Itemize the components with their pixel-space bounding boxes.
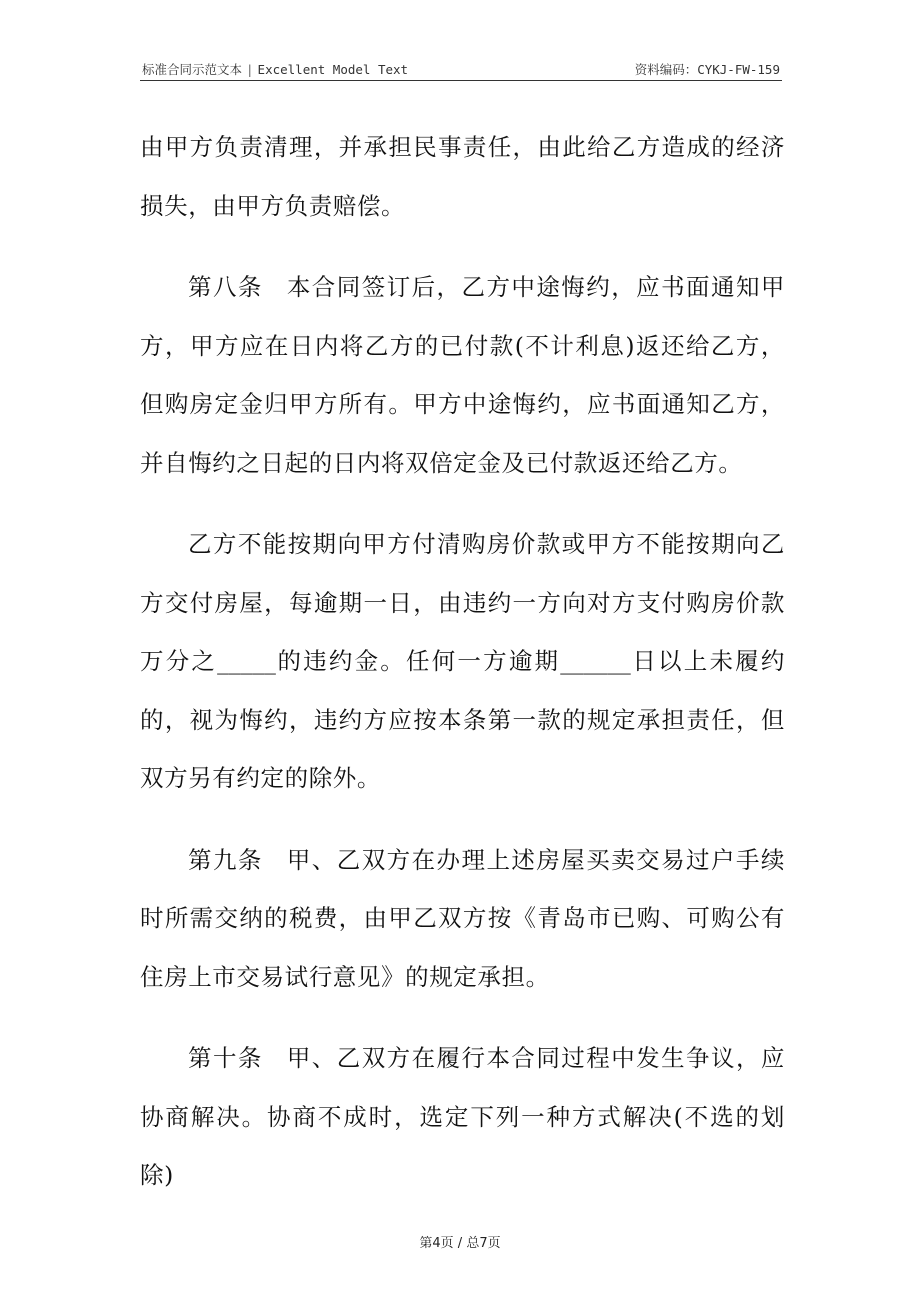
page-number: 第4页 / 总7页 [419, 1236, 501, 1251]
header-title-en: Excellent Model Text [257, 62, 409, 77]
paragraph-article-10 [140, 1029, 785, 1205]
paragraph-text: 乙方不能按期向甲方付清购房价款或甲方不能按期向乙方交付房屋，每逾期一日，由违约一方向对方支付购房价款万分之 [140, 530, 785, 675]
header-separator: | [246, 62, 254, 77]
header-doc-code: 资料编码：CYKJ-FW-159 [634, 62, 780, 77]
paragraph-article-9 [140, 831, 785, 1007]
paragraph [140, 515, 785, 808]
paragraph: 由甲方负责清理，并承担民事责任，由此给乙方造成的经济损失，由甲方负责赔偿。 [140, 133, 785, 220]
paragraph-text: 日以上未履约的，视为悔约，违约方应按本条第一款的规定承担责任，但双方另有约定的除外。 [140, 647, 785, 792]
page-header [140, 62, 782, 81]
document-body [140, 118, 785, 1205]
fill-in-blank: ______ [560, 647, 631, 675]
article-text: 甲、乙双方在办理上述房屋买卖交易过户手续时所需交纳的税费，由甲乙双方按《青岛市已购、可购公有住房上市交易试行意见》的规定承担。 [140, 845, 785, 991]
paragraph-article-8 [140, 258, 785, 492]
page-footer [0, 1232, 920, 1251]
fill-in-blank: _____ [217, 647, 276, 675]
article-text: 甲、乙双方在履行本合同过程中发生争议，应协商解决。协商不成时，选定下列一种方式解决(不选的划除) [140, 1044, 785, 1189]
header-title: 标准合同示范文本 [142, 62, 243, 77]
paragraph-text: 的违约金。任何一方逾期 [275, 647, 561, 675]
article-number: 第十条 [188, 1044, 263, 1072]
article-number: 第九条 [188, 845, 263, 874]
article-text: 本合同签订后，乙方中途悔约，应书面通知甲方，甲方应在日内将乙方的已付款(不计利息)返还给乙方，但购房定金归甲方所有。甲方中途悔约，应书面通知乙方，并自悔约之日起的日内将双倍定金及已付款返还给乙方。 [140, 273, 785, 477]
article-number: 第八条 [188, 273, 263, 301]
header-doc-type [142, 62, 408, 78]
